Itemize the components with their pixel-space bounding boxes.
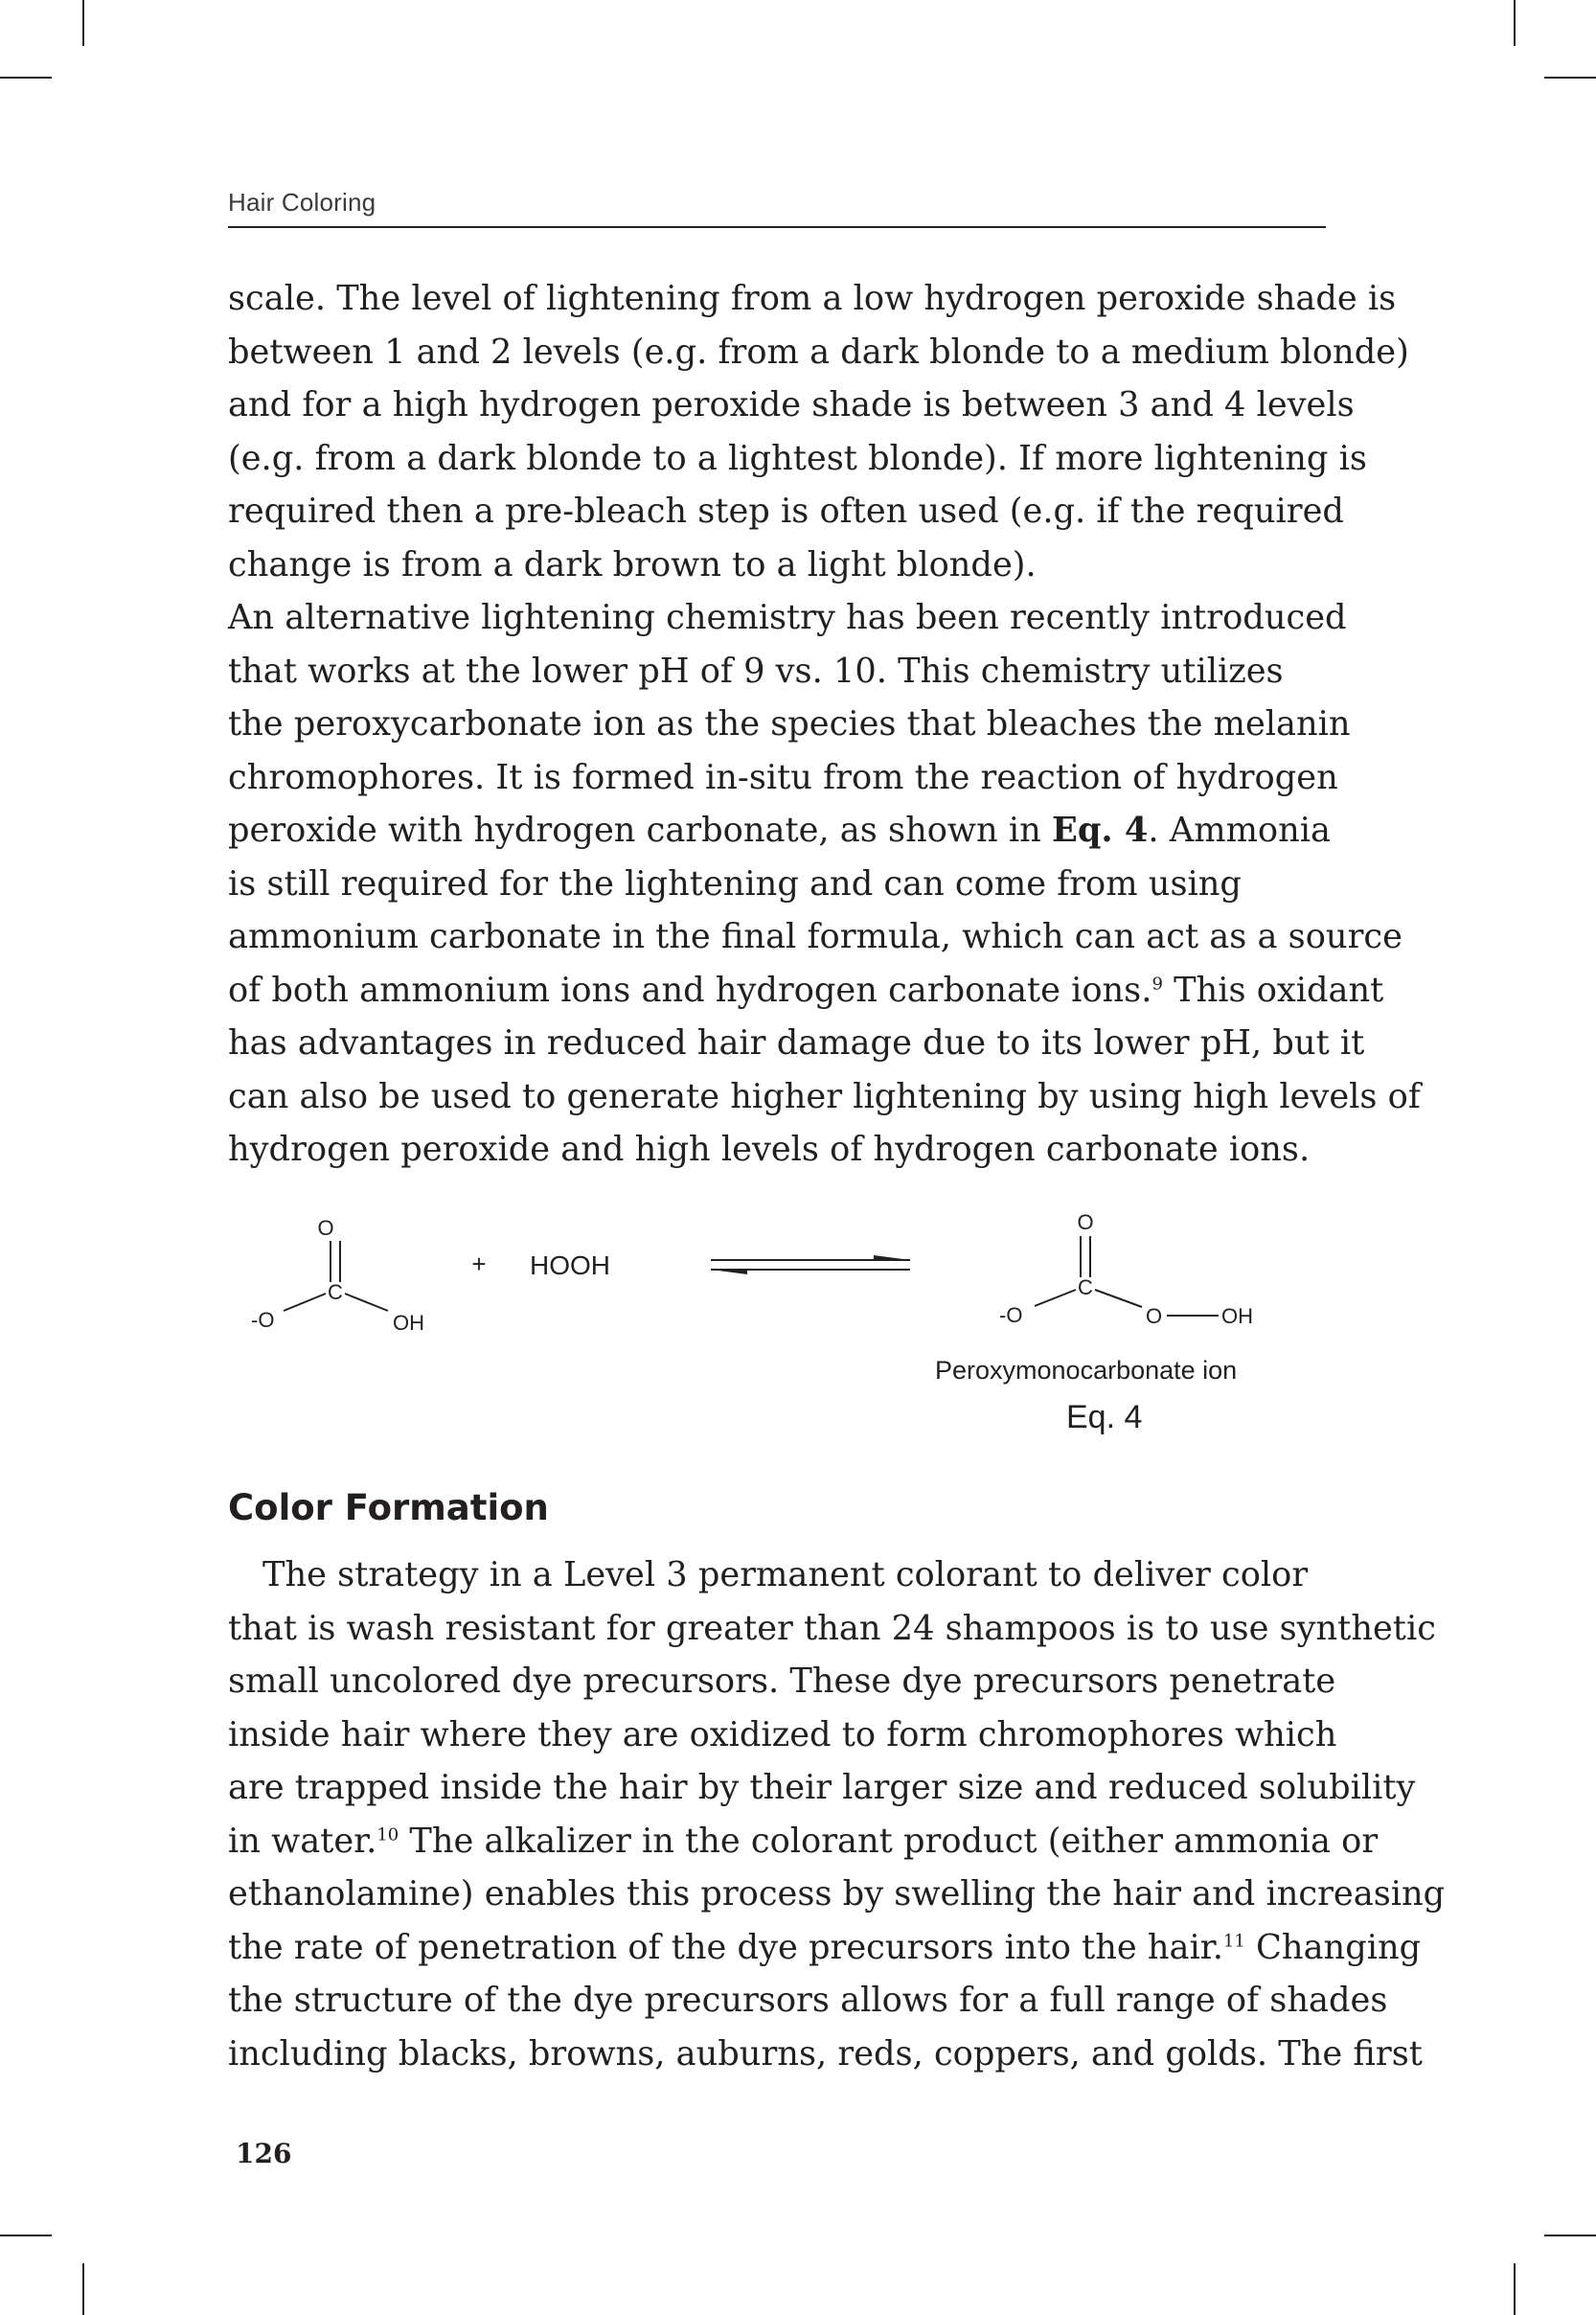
text-segment: the rate of penetration of the dye precursors into the hair. [228, 1927, 1223, 1967]
text-line: small uncolored dye precursors. These dye precursors penetrate [228, 1662, 1336, 1701]
product-peroxy-oxygen: O [1146, 1304, 1163, 1328]
single-bond [345, 1294, 388, 1311]
running-header: Hair Coloring [228, 188, 376, 217]
text-segment: The alkalizer in the colorant product (either ammonia or [399, 1821, 1379, 1861]
equation-reference: Eq. 4 [1052, 811, 1149, 850]
crop-mark [82, 2263, 84, 2315]
page-number: 126 [236, 2138, 292, 2169]
single-bond [284, 1294, 326, 1311]
text-segment: peroxide with hydrogen carbonate, as shown in [228, 811, 1052, 850]
equation-label: Eq. 4 [1066, 1399, 1143, 1435]
text-line: inside hair where they are oxidized to form chromophores which [228, 1714, 1337, 1754]
citation-superscript: 10 [376, 1823, 399, 1845]
equilibrium-arrow [711, 1255, 910, 1274]
text-line: change is from a dark brown to a light blonde). [228, 544, 1037, 584]
reactant-carbon: C [328, 1280, 343, 1304]
text-line: including blacks, browns, auburns, reds, coppers, and golds. The first [228, 2033, 1423, 2074]
text-line: that works at the lower pH of 9 vs. 10. This chemistry utilizes [228, 651, 1284, 691]
text-line: (e.g. from a dark blonde to a lightest blonde). If more lightening is [228, 438, 1367, 478]
citation-superscript: 11 [1222, 1930, 1245, 1951]
text-line: ammonium carbonate in the final formula, which can act as a source [228, 917, 1402, 956]
crop-mark [0, 2235, 52, 2236]
crop-mark [1544, 2235, 1596, 2236]
reactant-hydroxyl: OH [393, 1311, 424, 1335]
citation-superscript: 9 [1151, 973, 1163, 994]
text-segment: of both ammonium ions and hydrogen carbonate ions. [228, 970, 1152, 1010]
product-hydroxyl: OH [1221, 1304, 1253, 1328]
body-text-lower [228, 1548, 1446, 2080]
text-segment: This oxidant [1162, 970, 1384, 1010]
reactant-anion-oxygen: -O [251, 1308, 275, 1332]
reagent-hydrogen-peroxide: HOOH [530, 1250, 610, 1280]
text-line: An alternative lightening chemistry has been recently introduced [228, 598, 1347, 637]
product-carbonyl-oxygen: O [1077, 1210, 1094, 1234]
text-line: ethanolamine) enables this process by swelling the hair and increasing [228, 1874, 1446, 1914]
single-bond [1035, 1290, 1076, 1306]
text-line: that is wash resistant for greater than 24 shampoos is to use synthetic [228, 1608, 1436, 1648]
text-line: chromophores. It is formed in-situ from the reaction of hydrogen [228, 757, 1338, 797]
text-line: required then a pre-bleach step is often used (e.g. if the required [228, 492, 1344, 531]
text-segment: Changing [1244, 1927, 1422, 1967]
crop-mark [1514, 2263, 1516, 2315]
text-line: scale. The level of lightening from a low hydrogen peroxide shade is [228, 279, 1397, 318]
product-carbon: C [1078, 1275, 1093, 1299]
text-line: The strategy in a Level 3 permanent colorant to deliver color [262, 1555, 1309, 1594]
text-line: between 1 and 2 levels (e.g. from a dark blonde to a medium blonde) [228, 332, 1409, 372]
text-line [228, 1921, 1422, 1975]
text-line: hydrogen peroxide and high levels of hydrogen carbonate ions. [228, 1130, 1311, 1169]
plus-sign: + [471, 1249, 487, 1278]
text-line: the peroxycarbonate ion as the species that bleaches the melanin [228, 704, 1351, 744]
product-anion-oxygen: -O [999, 1303, 1023, 1327]
text-line: has advantages in reduced hair damage due to its lower pH, but it [228, 1023, 1365, 1063]
text-segment: in water. [228, 1821, 377, 1861]
product-name-label: Peroxymonocarbonate ion [935, 1356, 1238, 1385]
text-line: can also be used to generate higher lightening by using high levels of [228, 1076, 1421, 1116]
text-segment: . Ammonia [1148, 811, 1332, 850]
section-heading: Color Formation [228, 1487, 549, 1528]
text-line: is still required for the lightening and can come from using [228, 863, 1242, 904]
single-bond [1095, 1290, 1142, 1307]
text-line [228, 1815, 1379, 1868]
text-line: the structure of the dye precursors allows for a full range of shades [228, 1981, 1388, 2020]
text-line: and for a high hydrogen peroxide shade is between 3 and 4 levels [228, 385, 1355, 424]
text-line: are trapped inside the hair by their larger size and reduced solubility [228, 1768, 1416, 1807]
reactant-carbonyl-oxygen: O [317, 1216, 334, 1240]
